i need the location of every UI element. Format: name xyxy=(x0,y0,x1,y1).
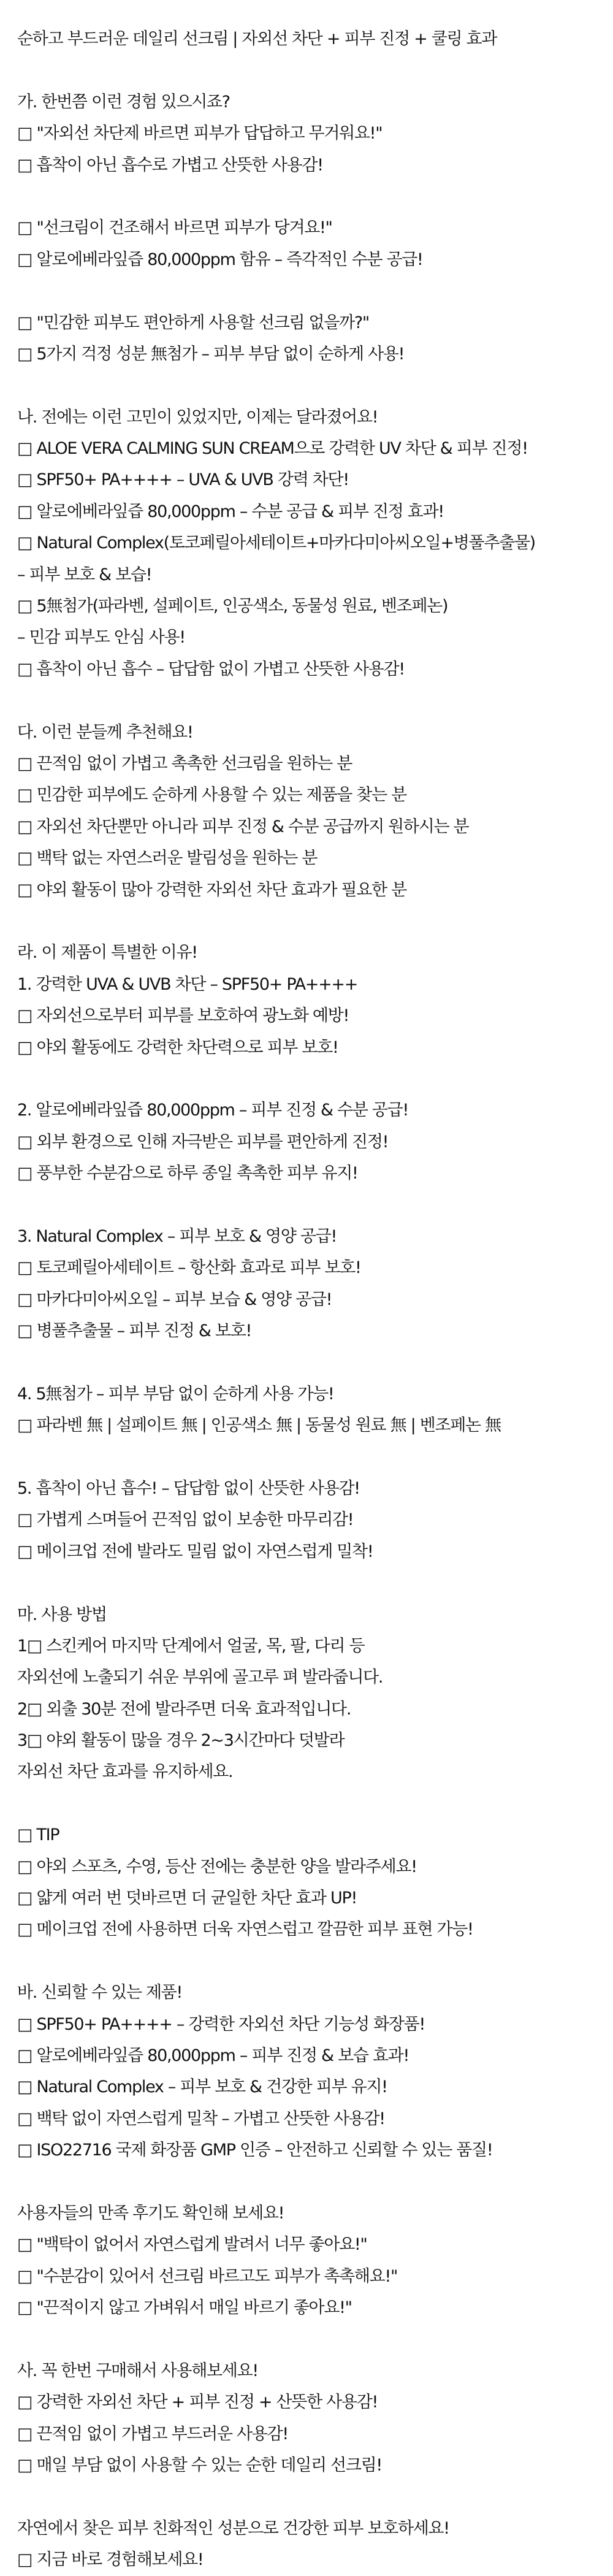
text-line: □ 병풀추출물 – 피부 진정 & 보호! xyxy=(17,1321,251,1341)
text-line: 사. 꼭 한번 구매해서 사용해보세요! xyxy=(17,2361,258,2380)
text-line: □ "수분감이 있어서 선크림 바르고도 피부가 촉촉해요!" xyxy=(17,2266,398,2286)
text-line: □ 야외 스포츠, 수영, 등산 전에는 충분한 양을 발라주세요! xyxy=(17,1857,417,1876)
text-line: □ 끈적임 없이 가볍고 부드러운 사용감! xyxy=(17,2424,288,2444)
text-line: □ SPF50+ PA++++ – UVA & UVB 강력 차단! xyxy=(17,470,349,490)
text-line: – 피부 보호 & 보습! xyxy=(17,565,152,584)
blank-line xyxy=(17,685,596,716)
text-line: □ 5가지 걱정 성분 無첨가 – 피부 부담 없이 순하게 사용! xyxy=(17,344,405,364)
text-line: □ 풍부한 수분감으로 하루 종일 촉촉한 피부 유지! xyxy=(17,1164,358,1183)
blank-line xyxy=(17,1946,596,1977)
text-line: 순하고 부드러운 데일리 선크림 | 자외선 차단 + 피부 진정 + 쿨링 효과 xyxy=(17,29,497,48)
text-line: □ "자외선 차단제 바르면 피부가 답답하고 무거워요!" xyxy=(17,124,383,143)
text-line: □ 얇게 여러 번 덧바르면 더 균일한 차단 효과 UP! xyxy=(17,1889,357,1908)
text-line: □ ISO22716 국제 화장품 GMP 인증 – 안전하고 신뢰할 수 있는 품질! xyxy=(17,2141,493,2160)
text-line: □ 야외 활동이 많아 강력한 자외선 차단 효과가 필요한 분 xyxy=(17,880,406,900)
text-line: 1□ 스킨케어 마지막 단계에서 얼굴, 목, 팔, 다리 등 xyxy=(17,1636,365,1656)
text-line: □ 민감한 피부에도 순하게 사용할 수 있는 제품을 찾는 분 xyxy=(17,785,406,805)
text-line: 사용자들의 만족 후기도 확인해 보세요! xyxy=(17,2203,284,2223)
text-line: 자외선 차단 효과를 유지하세요. xyxy=(17,1762,233,1782)
text-line: □ 가볍게 스며들어 끈적임 없이 보송한 마무리감! xyxy=(17,1510,354,1530)
text-line: 바. 신뢰할 수 있는 제품! xyxy=(17,1983,182,2003)
text-line: 4. 5無첨가 – 피부 부담 없이 순하게 사용 가능! xyxy=(17,1384,334,1404)
text-line: □ 끈적임 없이 가볍고 촉촉한 선크림을 원하는 분 xyxy=(17,754,352,773)
blank-line xyxy=(17,2481,596,2512)
text-line: 1. 강력한 UVA & UVB 차단 – SPF50+ PA++++ xyxy=(17,974,358,994)
text-line: 마. 사용 방법 xyxy=(17,1605,107,1624)
text-line: 자외선에 노출되기 쉬운 부위에 골고루 펴 발라줍니다. xyxy=(17,1668,383,1687)
text-line: □ 알로에베라잎즙 80,000ppm 함유 – 즉각적인 수분 공급! xyxy=(17,250,423,269)
text-line: □ SPF50+ PA++++ – 강력한 자외선 차단 기능성 화장품! xyxy=(17,2014,425,2034)
text-line: 5. 흡착이 아닌 흡수! – 답답함 없이 산뜻한 사용감! xyxy=(17,1478,360,1498)
text-line: □ "끈적이지 않고 가벼워서 매일 바르기 좋아요!" xyxy=(17,2298,352,2318)
text-line: – 민감 피부도 안심 사용! xyxy=(17,628,185,648)
blank-line xyxy=(17,1347,596,1378)
blank-line xyxy=(17,1567,596,1599)
text-line: □ 자외선으로부터 피부를 보호하여 광노화 예방! xyxy=(17,1006,349,1026)
text-line: 나. 전에는 이런 고민이 있었지만, 이제는 달라졌어요! xyxy=(17,407,378,427)
text-line: 2. 알로에베라잎즙 80,000ppm – 피부 진정 & 수분 공급! xyxy=(17,1101,408,1120)
text-line: □ 메이크업 전에 사용하면 더욱 자연스럽고 깔끔한 피부 표현 가능! xyxy=(17,1920,473,1940)
text-line: □ 5無첨가(파라벤, 설페이트, 인공색소, 동물성 원료, 벤조페논) xyxy=(17,597,448,616)
text-line: 다. 이런 분들께 추천해요! xyxy=(17,722,193,742)
text-line: 3□ 야외 활동이 많을 경우 2~3시간마다 덧발라 xyxy=(17,1731,345,1751)
blank-line xyxy=(17,1189,596,1220)
text-line: □ 야외 활동에도 강력한 차단력으로 피부 보호! xyxy=(17,1038,338,1057)
text-line: □ 흡착이 아닌 흡수 – 답답함 없이 가볍고 산뜻한 사용감! xyxy=(17,659,405,679)
text-line: 라. 이 제품이 특별한 이유! xyxy=(17,943,197,963)
text-line: 3. Natural Complex – 피부 보호 & 영양 공급! xyxy=(17,1226,337,1246)
text-line: □ 매일 부담 없이 사용할 수 있는 순한 데일리 선크림! xyxy=(17,2456,382,2475)
text-line: □ 강력한 자외선 차단 + 피부 진정 + 산뜻한 사용감! xyxy=(17,2393,378,2412)
text-line: □ 알로에베라잎즙 80,000ppm – 수분 공급 & 피부 진정 효과! xyxy=(17,502,444,521)
text-line: □ Natural Complex(토코페릴아세테이트+마카다미아씨오일+병풀추출물) xyxy=(17,533,535,553)
text-line: □ 자외선 차단뿐만 아니라 피부 진정 & 수분 공급까지 원하시는 분 xyxy=(17,817,469,836)
blank-line xyxy=(17,1442,596,1473)
text-line: □ 알로에베라잎즙 80,000ppm – 피부 진정 & 보습 효과! xyxy=(17,2046,409,2065)
text-line: □ 토코페릴아세테이트 – 항산화 효과로 피부 보호! xyxy=(17,1258,361,1278)
blank-line xyxy=(17,2166,596,2198)
text-line: □ "선크림이 건조해서 바르면 피부가 당겨요!" xyxy=(17,218,332,238)
text-line: □ 백탁 없는 자연스러운 발림성을 원하는 분 xyxy=(17,849,318,868)
text-line: □ 흡착이 아닌 흡수로 가볍고 산뜻한 사용감! xyxy=(17,155,323,175)
text-line: □ Natural Complex – 피부 보호 & 건강한 피부 유지! xyxy=(17,2077,387,2097)
text-line: □ TIP xyxy=(17,1825,59,1845)
text-line: 2□ 외출 30분 전에 발라주면 더욱 효과적입니다. xyxy=(17,1699,351,1719)
text-line: □ 외부 환경으로 인해 자극받은 피부를 편안하게 진정! xyxy=(17,1132,389,1152)
blank-line xyxy=(17,181,596,212)
blank-line xyxy=(17,1063,596,1095)
text-line: □ 지금 바로 경험해보세요! xyxy=(17,2550,204,2570)
blank-line xyxy=(17,2324,596,2355)
blank-line xyxy=(17,55,596,86)
blank-line xyxy=(17,906,596,937)
text-line: □ 메이크업 전에 발라도 밀림 없이 자연스럽게 밀착! xyxy=(17,1542,373,1561)
blank-line xyxy=(17,275,596,307)
text-line: □ ALOE VERA CALMING SUN CREAM으로 강력한 UV 차단 & 피부 진정! xyxy=(17,439,528,459)
blank-line xyxy=(17,370,596,401)
text-line: □ 파라벤 無 | 설페이트 無 | 인공색소 無 | 동물성 원료 無 | 벤조페논 無 xyxy=(17,1416,501,1435)
text-line: □ 마카다미아씨오일 – 피부 보습 & 영양 공급! xyxy=(17,1290,332,1309)
blank-line xyxy=(17,1788,596,1819)
text-line: 자연에서 찾은 피부 친화적인 성분으로 건강한 피부 보호하세요! xyxy=(17,2518,449,2538)
text-line: □ "민감한 피부도 편안하게 사용할 선크림 없을까?" xyxy=(17,313,370,332)
text-line: □ 백탁 없이 자연스럽게 밀착 – 가볍고 산뜻한 사용감! xyxy=(17,2109,385,2128)
text-line: □ "백탁이 없어서 자연스럽게 발려서 너무 좋아요!" xyxy=(17,2235,367,2255)
text-line: 가. 한번쯤 이런 경험 있으시죠? xyxy=(17,92,230,112)
